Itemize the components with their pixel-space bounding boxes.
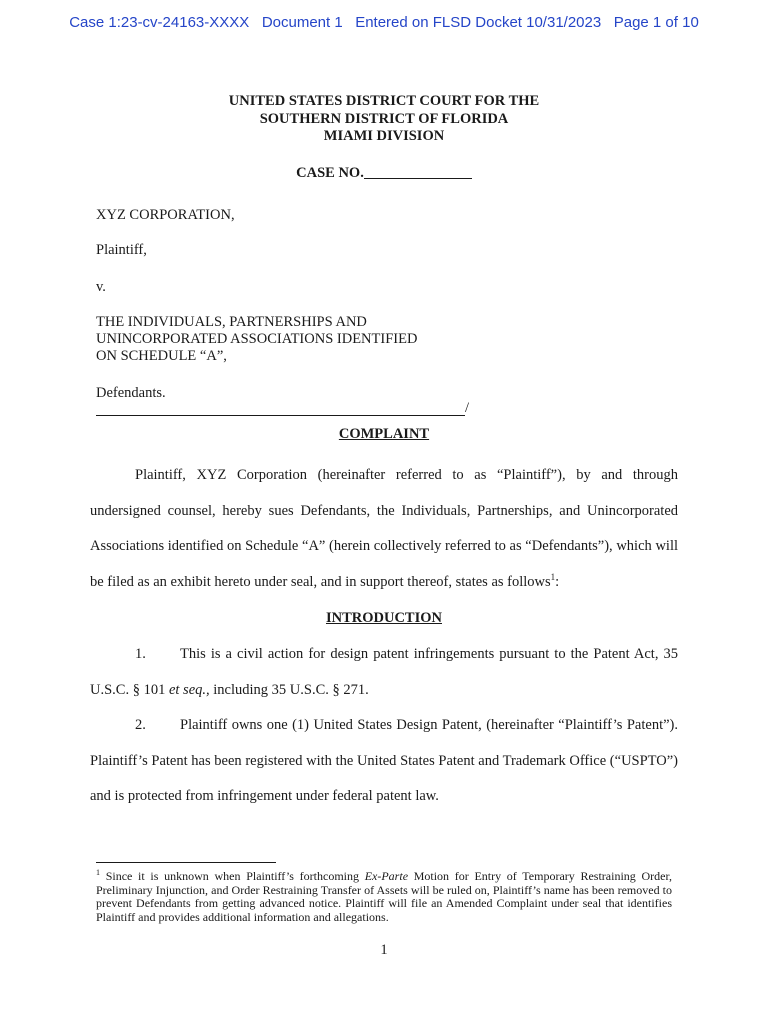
footnote-mark: 1 <box>96 868 100 877</box>
paragraph-1-text-a: This is a civil action for design patent infringements pursuant to the Patent Act, 35 U.S.C. § 101 <box>90 646 678 698</box>
plaintiff-role: Plaintiff, <box>96 242 147 258</box>
paragraph-1-number: 1. <box>135 646 146 662</box>
plaintiff-name: XYZ CORPORATION, <box>96 207 235 223</box>
docket-page: Page 1 of 10 <box>613 14 699 31</box>
footnote-text-b: Motion for Entry of Temporary Restraining Order, Preliminary Injunction, and Order Restraining Transfer of Assets will be ruled on, Plaintiff’s name has been removed to prevent Defendants from getting advanced notice. Plaintiff will file an Amended Complaint under seal that identifies Plaintiff and provides additional information and allegations. <box>96 869 672 924</box>
footnote-separator <box>96 862 276 863</box>
intro-paragraph-text: Plaintiff, XYZ Corporation (hereinafter referred to as “Plaintiff”), by and through undersigned counsel, hereby sues Defendants, the Individuals, Partnerships, and Unincorporated Associations identified on Schedule “A” (herein collectively referred to as “Defendants”), which will be filed as an exhibit hereto under seal, and in support thereof, states as follows <box>90 467 678 591</box>
defendants-caption <box>96 314 417 365</box>
footnote-italic: Ex-Parte <box>364 869 409 883</box>
footnote <box>96 870 672 924</box>
paragraph-1 <box>90 637 678 708</box>
docket-case-number: Case 1:23-cv-24163-XXXX <box>69 14 250 31</box>
defendant-line-1: THE INDIVIDUALS, PARTNERSHIPS AND <box>96 314 367 330</box>
footnote-text-a: Since it is unknown when Plaintiff’s forthcoming <box>100 869 365 883</box>
case-number-blank <box>364 164 472 179</box>
paragraph-2 <box>90 708 678 815</box>
defendant-role: Defendants. <box>96 385 166 401</box>
paragraph-1-italic: et seq., <box>168 681 210 698</box>
paragraph-2-number: 2. <box>135 717 146 733</box>
docket-header <box>0 14 768 31</box>
introduction-heading: INTRODUCTION <box>325 610 442 626</box>
defendant-line-2: UNINCORPORATED ASSOCIATIONS IDENTIFIED <box>96 331 418 347</box>
complaint-heading: COMPLAINT <box>338 426 430 442</box>
intro-paragraph-end: : <box>555 574 560 591</box>
paragraph-1-text-b: including 35 U.S.C. § 271. <box>209 681 369 698</box>
court-name-line-1: UNITED STATES DISTRICT COURT FOR THE <box>228 93 540 109</box>
paragraph-2-text: Plaintiff owns one (1) United States Design Patent, (hereinafter “Plaintiff’s Patent”). Plaintiff’s Patent has been registered with the United States Patent and Trademark Office (“USPTO”) and is protected from infringement under federal patent law. <box>90 717 678 805</box>
court-name-line-2: SOUTHERN DISTRICT OF FLORIDA <box>259 110 509 127</box>
docket-document: Document 1 <box>261 14 343 31</box>
court-caption <box>0 93 768 146</box>
case-number-label: CASE NO. <box>296 165 364 181</box>
case-number-line <box>0 164 768 182</box>
caption-slash: / <box>465 400 470 416</box>
versus: v. <box>96 279 106 295</box>
caption-rule <box>96 415 465 416</box>
defendant-line-3: ON SCHEDULE “A”, <box>96 348 227 364</box>
page-number: 1 <box>380 942 388 958</box>
court-division: MIAMI DIVISION <box>323 128 445 144</box>
footnote-reference: 1 <box>550 572 556 583</box>
intro-paragraph <box>90 458 678 601</box>
docket-entered: Entered on FLSD Docket 10/31/2023 <box>355 14 602 31</box>
